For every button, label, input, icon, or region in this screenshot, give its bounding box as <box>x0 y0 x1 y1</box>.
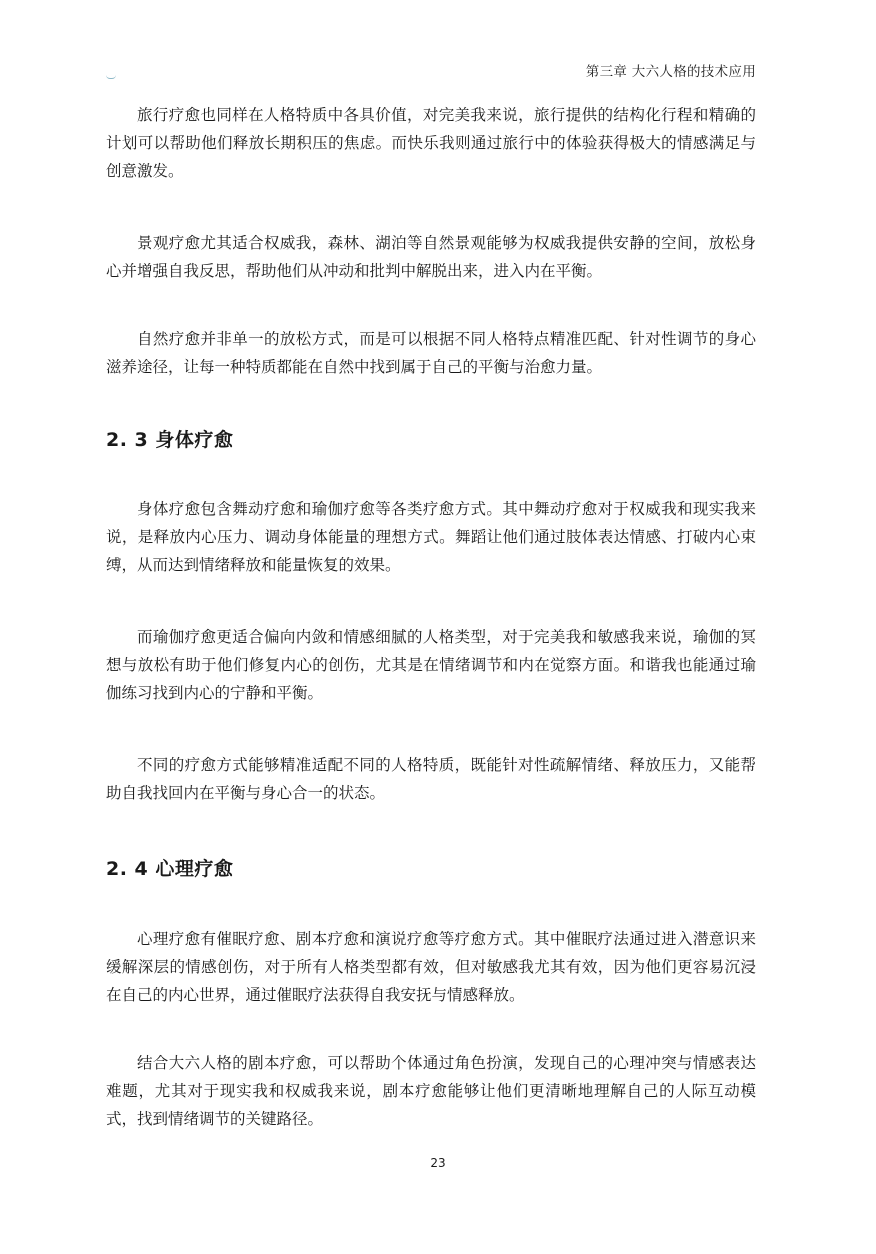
paragraph-body-healing-summary: 不同的疗愈方式能够精准适配不同的人格特质，既能针对性疏解情绪、释放压力，又能帮助自我找回内在平衡与身心合一的状态。 <box>106 756 756 802</box>
paragraph-yoga-healing: 而瑜伽疗愈更适合偏向内敛和情感细腻的人格类型，对于完美我和敏感我来说，瑜伽的冥想与放松有助于他们修复内心的创伤，尤其是在情绪调节和内在觉察方面。和谐我也能通过瑜伽练习找到内心的宁静和平衡。 <box>106 628 756 702</box>
paragraph-travel-healing: 旅行疗愈也同样在人格特质中各具价值，对完美我来说，旅行提供的结构化行程和精确的计划可以帮助他们释放长期积压的焦虑。而快乐我则通过旅行中的体验获得极大的情感满足与创意激发。 <box>106 106 756 180</box>
section-heading-2-3: 2. 3 身体疗愈 <box>106 429 234 451</box>
paragraph-nature-healing-summary: 自然疗愈并非单一的放松方式，而是可以根据不同人格特点精准匹配、针对性调节的身心滋养途径，让每一种特质都能在自然中找到属于自己的平衡与治愈力量。 <box>106 330 756 376</box>
header-logo-mark <box>106 75 116 79</box>
paragraph-script-healing: 结合大六人格的剧本疗愈，可以帮助个体通过角色扮演，发现自己的心理冲突与情感表达难题，尤其对于现实我和权威我来说，剧本疗愈能够让他们更清晰地理解自己的人际互动模式，找到情绪调节的关键路径。 <box>106 1054 756 1128</box>
page-number: 23 <box>430 1156 446 1170</box>
paragraph-hypnosis-healing: 心理疗愈有催眠疗愈、剧本疗愈和演说疗愈等疗愈方式。其中催眠疗法通过进入潜意识来缓解深层的情感创伤，对于所有人格类型都有效，但对敏感我尤其有效，因为他们更容易沉浸在自己的内心世界，通过催眠疗法获得自我安抚与情感释放。 <box>106 930 756 1004</box>
section-heading-2-4: 2. 4 心理疗愈 <box>106 858 234 880</box>
running-header: 第三章 大六人格的技术应用 <box>585 64 756 80</box>
paragraph-dance-healing: 身体疗愈包含舞动疗愈和瑜伽疗愈等各类疗愈方式。其中舞动疗愈对于权威我和现实我来说，是释放内心压力、调动身体能量的理想方式。舞蹈让他们通过肢体表达情感、打破内心束缚，从而达到情绪释放和能量恢复的效果。 <box>106 500 756 574</box>
paragraph-landscape-healing: 景观疗愈尤其适合权威我，森林、湖泊等自然景观能够为权威我提供安静的空间，放松身心并增强自我反思，帮助他们从冲动和批判中解脱出来，进入内在平衡。 <box>106 234 756 280</box>
